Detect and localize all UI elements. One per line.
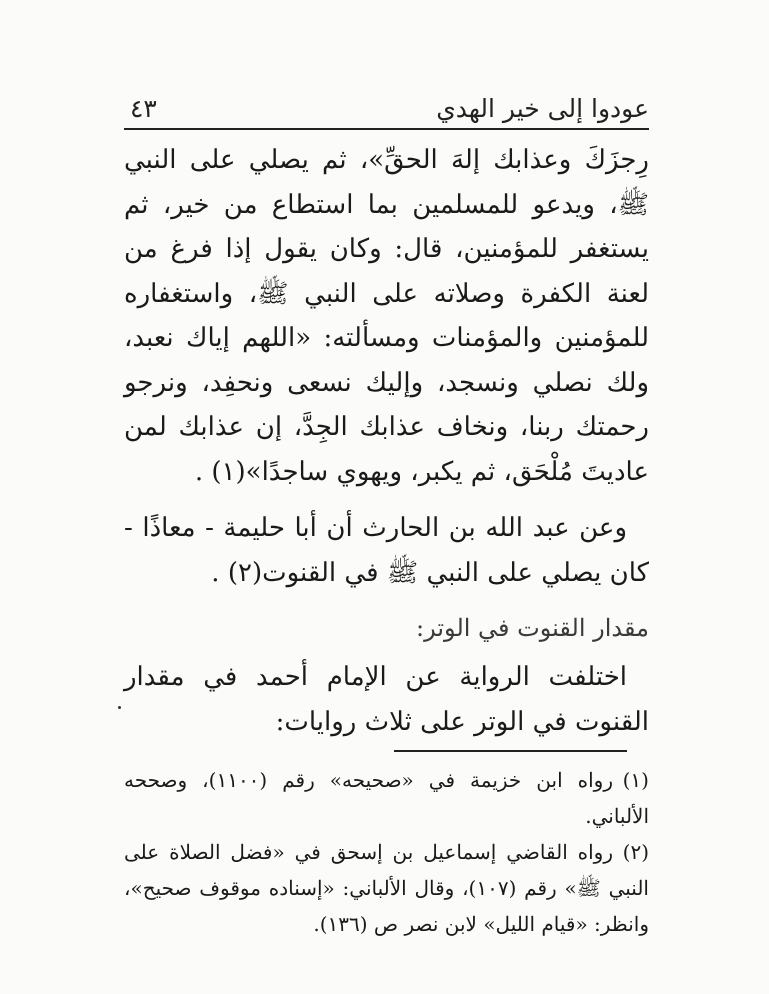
footnote-number: (١) <box>622 768 649 792</box>
footnote-separator <box>394 750 627 752</box>
footnote-1 <box>124 762 649 834</box>
paragraph-abu-halima: وعن عبد الله بن الحارث أن أبا حليمة - معاذًا - كان يصلي على النبي ﷺ في القنوت(٢) . <box>124 513 649 588</box>
footnotes <box>124 762 649 942</box>
paragraph-riwayat: اختلفت الرواية عن الإمام أحمد في مقدار القنوت في الوتر على ثلاث روايات: <box>124 662 649 737</box>
paragraph-qunut-dua: رِجزَكَ وعذابك إلهَ الحقِّ»، ثم يصلي على النبي ﷺ، ويدعو للمسلمين بما استطاع من خير، ثم يستغفر للمؤمنين، قال: وكان يقول إذا فرغ من لعنة الكفرة وصلاته على النبي ﷺ، واستغفاره للمؤمنين والمؤمنات ومسألته: «اللهم إياك نعبد، ولك نصلي ونسجد، وإليك نسعى ونحفِد، ونرجو رحمتك ربنا، ونخاف عذابك الجِدَّ، إن عذابك لمن عاديتَ مُلْحَق، ثم يكبر، ويهوي ساجدًا»(١) . <box>124 145 649 487</box>
page-header <box>124 88 649 130</box>
main-text <box>124 138 649 744</box>
page-number: ٤٣ <box>130 94 157 123</box>
ink-dot <box>118 706 121 709</box>
section-heading: مقدار القنوت في الوتر: <box>416 614 649 642</box>
footnote-text: رواه ابن خزيمة في «صحيحه» رقم (١١٠٠)، وصححه الألباني. <box>124 768 649 828</box>
running-title: عودوا إلى خير الهدي <box>436 94 649 123</box>
footnote-2 <box>124 834 649 942</box>
footnote-text: رواه القاضي إسماعيل بن إسحق في «فضل الصلاة على النبي ﷺ» رقم (١٠٧)، وقال الألباني: «إسناده موقوف صحيح»، وانظر: «قيام الليل» لابن نصر ص (١٣٦). <box>124 840 649 936</box>
footnote-number: (٢) <box>622 840 649 864</box>
